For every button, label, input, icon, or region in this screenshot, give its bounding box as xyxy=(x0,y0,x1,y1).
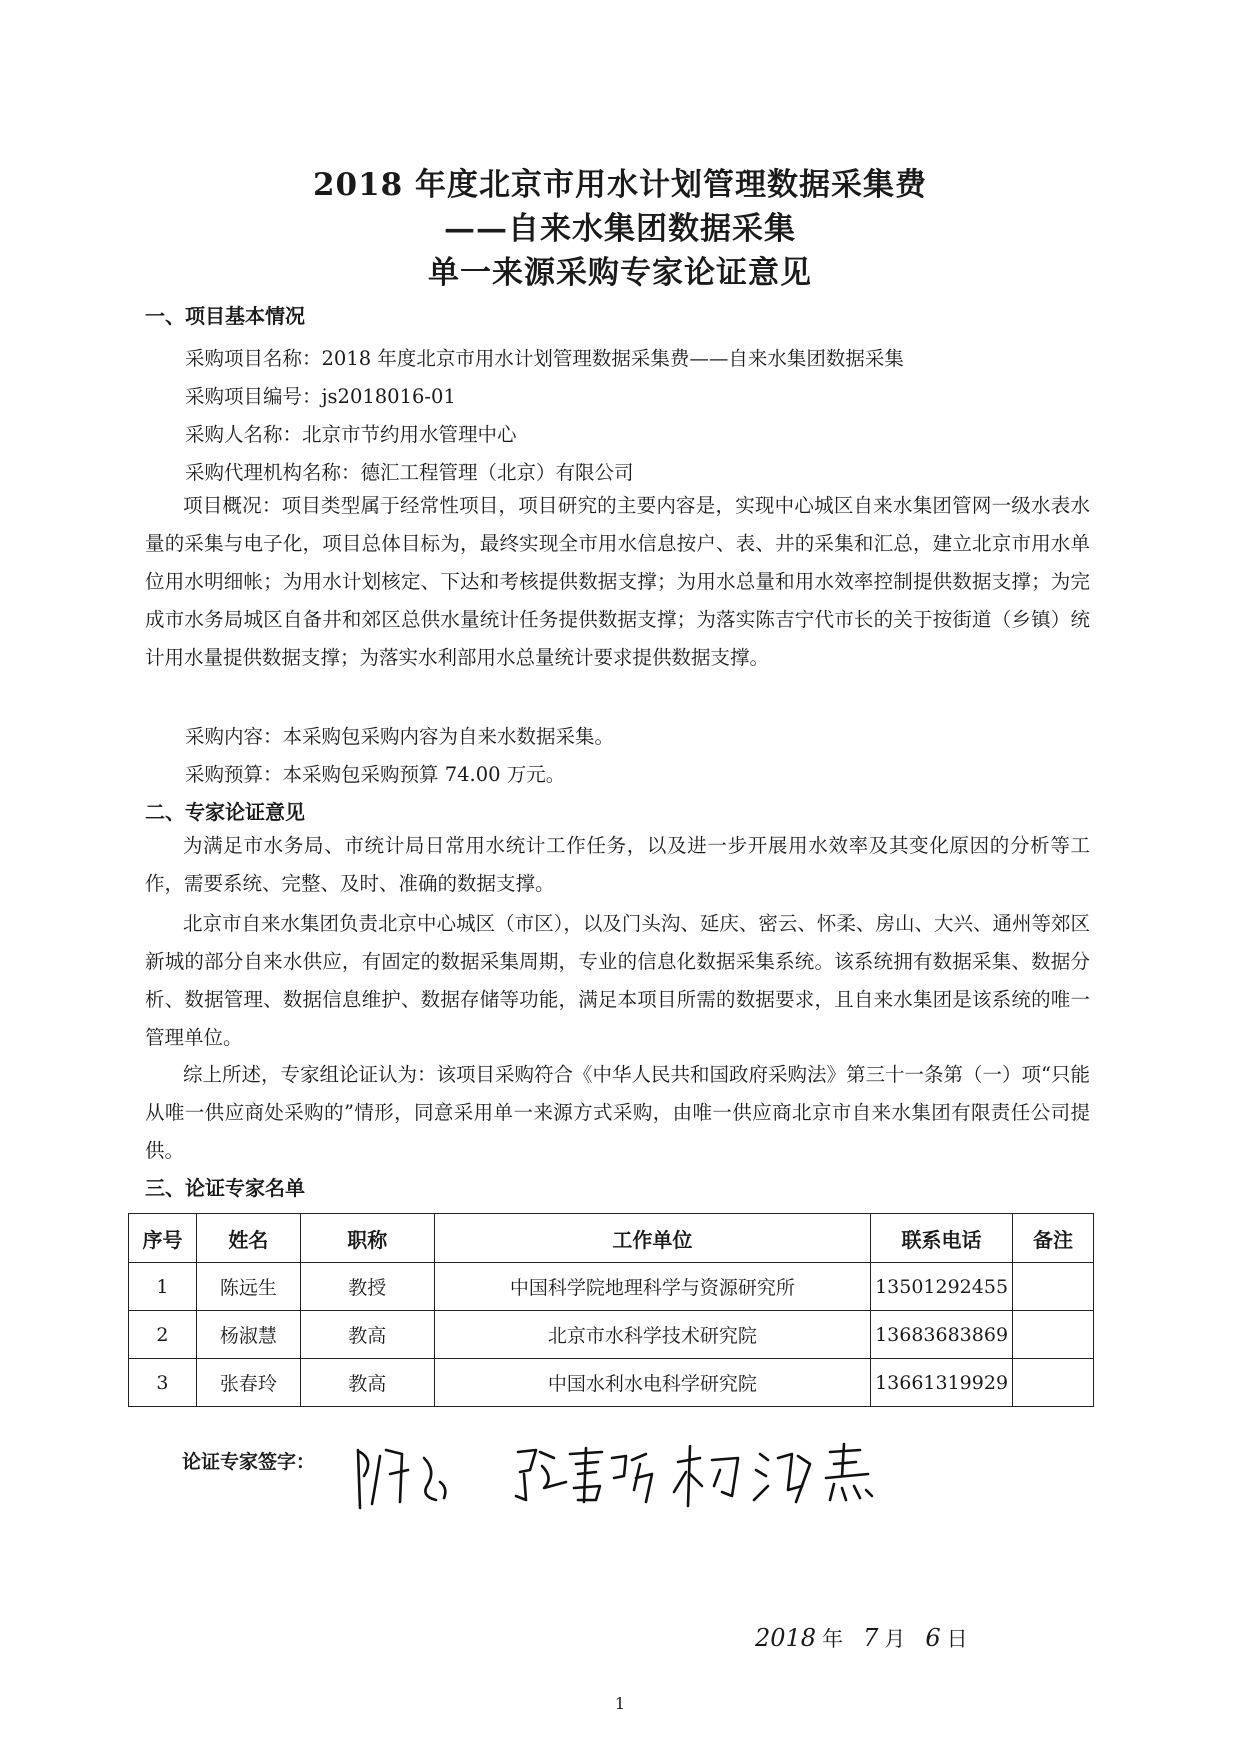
date-year-unit: 年 xyxy=(822,1627,844,1651)
handwritten-signatures xyxy=(340,1430,940,1520)
opinion-paragraph-3: 综上所述，专家组论证认为：该项目采购符合《中华人民共和国政府采购法》第三十一条第（一）项“只能从唯一供应商处采购的”情形，同意采用单一来源方式采购，由唯一供应商北京市自来水集团有限责任公司提供。 xyxy=(145,1063,1090,1162)
cell-title: 教授 xyxy=(300,1263,434,1311)
section-heading-basic-info: 一、项目基本情况 xyxy=(145,304,305,328)
column-header: 联系电话 xyxy=(871,1214,1013,1263)
cell-phone: 13661319929 xyxy=(871,1359,1013,1407)
expert-table xyxy=(128,1213,1094,1407)
sign-date xyxy=(755,1623,974,1653)
table-row xyxy=(129,1359,1094,1407)
project-name: 采购项目名称：2018 年度北京市用水计划管理数据采集费——自来水集团数据采集 xyxy=(185,347,904,370)
cell-note xyxy=(1013,1359,1094,1407)
project-overview: 项目概况：项目类型属于经常性项目，项目研究的主要内容是，实现中心城区自来水集团管网一级水表水量的采集与电子化，项目总体目标为，最终实现全市用水信息按户、表、井的采集和汇总，建立北京市用水单位用水明细帐；为用水计划核定、下达和考核提供数据支撑；为用水总量和用水效率控制提供数据支撑；为完成市水务局城区自备井和郊区总供水量统计任务提供数据支撑；为落实陈吉宁代市长的关于按街道（乡镇）统计用水量提供数据支撑；为落实水利部用水总量统计要求提供数据支撑。 xyxy=(145,494,1090,669)
signature-chen-yuansheng xyxy=(358,1450,445,1508)
opinion-paragraph-2: 北京市自来水集团负责北京中心城区（市区），以及门头沟、延庆、密云、怀柔、房山、大兴、通州等郊区新城的部分自来水供应，有固定的数据采集周期，专业的信息化数据采集系统。该系统拥有数据采集、数据分析、数据管理、数据信息维护、数据存储等功能，满足本项目所需的数据要求，且自来水集团是该系统的唯一管理单位。 xyxy=(145,912,1090,1049)
column-header: 职称 xyxy=(300,1214,434,1263)
title-line-2: ——自来水集团数据采集 xyxy=(444,211,796,247)
cell-no: 2 xyxy=(129,1311,197,1359)
cell-title: 教高 xyxy=(300,1311,434,1359)
title-line-3: 单一来源采购专家论证意见 xyxy=(428,255,812,291)
cell-phone: 13683683869 xyxy=(871,1311,1013,1359)
procurement-budget: 采购预算：本采购包采购预算 74.00 万元。 xyxy=(185,763,566,786)
table-row xyxy=(129,1311,1094,1359)
cell-no: 1 xyxy=(129,1263,197,1311)
cell-org: 中国科学院地理科学与资源研究所 xyxy=(434,1263,870,1311)
section-heading-expert-list: 三、论证专家名单 xyxy=(145,1176,305,1200)
section-heading-expert-opinion: 二、专家论证意见 xyxy=(145,800,305,824)
cell-title: 教高 xyxy=(300,1359,434,1407)
date-year: 2018 xyxy=(755,1624,817,1652)
cell-name: 杨淑慧 xyxy=(196,1311,300,1359)
project-number: 采购项目编号：js2018016-01 xyxy=(185,385,456,408)
title-line-1: 2018 年度北京市用水计划管理数据采集费 xyxy=(312,167,928,203)
agency-name: 采购代理机构名称：德汇工程管理（北京）有限公司 xyxy=(185,461,634,484)
date-day-unit: 日 xyxy=(946,1627,968,1651)
cell-phone: 13501292455 xyxy=(871,1263,1013,1311)
opinion-paragraph-1: 为满足市水务局、市统计局日常用水统计工作任务，以及进一步开展用水效率及其变化原因的分析等工作，需要系统、完整、及时、准确的数据支撑。 xyxy=(145,834,1090,895)
table-row xyxy=(129,1263,1094,1311)
cell-org: 中国水利水电科学研究院 xyxy=(434,1359,870,1407)
column-header: 备注 xyxy=(1013,1214,1094,1263)
column-header: 姓名 xyxy=(196,1214,300,1263)
signature-zhang-chunling xyxy=(516,1448,652,1502)
date-month-unit: 月 xyxy=(884,1627,906,1651)
date-day: 6 xyxy=(925,1624,941,1652)
cell-name: 陈远生 xyxy=(196,1263,300,1311)
signature-yang-shuhui xyxy=(674,1444,872,1506)
cell-name: 张春玲 xyxy=(196,1359,300,1407)
document-title xyxy=(0,163,1240,295)
signature-label: 论证专家签字： xyxy=(182,1451,316,1473)
cell-no: 3 xyxy=(129,1359,197,1407)
purchaser-name: 采购人名称：北京市节约用水管理中心 xyxy=(185,423,517,446)
table-header-row xyxy=(129,1214,1094,1263)
page-number: 1 xyxy=(614,1694,626,1713)
cell-note xyxy=(1013,1263,1094,1311)
procurement-content: 采购内容：本采购包采购内容为自来水数据采集。 xyxy=(185,725,615,748)
cell-note xyxy=(1013,1311,1094,1359)
column-header: 工作单位 xyxy=(434,1214,870,1263)
date-month: 7 xyxy=(863,1624,879,1652)
column-header: 序号 xyxy=(129,1214,197,1263)
cell-org: 北京市水科学技术研究院 xyxy=(434,1311,870,1359)
